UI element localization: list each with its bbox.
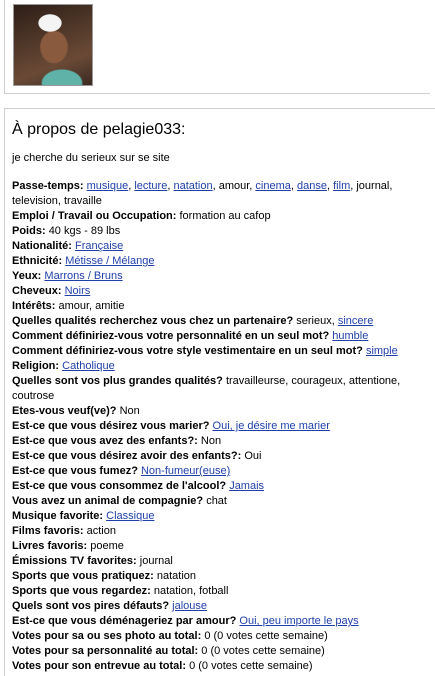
- field-value-text: ,: [128, 180, 135, 192]
- field-value-link[interactable]: Classique: [106, 510, 155, 522]
- profile-field-row: [12, 224, 435, 239]
- field-label: Vous avez un animal de compagnie?: [12, 495, 204, 507]
- field-value-link[interactable]: Non-fumeur(euse): [140, 465, 231, 477]
- field-value-text: Non: [200, 435, 222, 447]
- field-value-link[interactable]: Jamais: [229, 480, 265, 492]
- field-label: Emploi / Travail ou Occupation:: [12, 210, 177, 222]
- field-value-link[interactable]: jalouse: [172, 600, 208, 612]
- profile-field-row: [12, 209, 435, 224]
- field-value-text: 40 kgs - 89 lbs: [48, 225, 121, 237]
- profile-field-row: [12, 329, 435, 344]
- field-label: Est-ce que vous fumez?: [12, 465, 138, 477]
- profile-field-row: [12, 254, 435, 269]
- profile-field-row: [12, 419, 435, 434]
- field-label: Est-ce que vous avez des enfants?:: [12, 435, 198, 447]
- field-value-link[interactable]: simple: [365, 345, 398, 357]
- field-value-link[interactable]: sincere: [337, 315, 374, 327]
- field-value-text: Non: [119, 405, 140, 417]
- field-value-link[interactable]: danse: [297, 180, 327, 192]
- field-label: Films favoris:: [12, 525, 84, 537]
- profile-field-row: [12, 509, 435, 524]
- profile-photo[interactable]: [13, 4, 93, 86]
- field-value-text: 0 (0 votes cette semaine): [204, 630, 328, 642]
- field-value-text: poeme: [90, 540, 124, 552]
- field-value-link[interactable]: Métisse / Mélange: [65, 255, 155, 267]
- profile-field-row: [12, 464, 435, 479]
- field-label: Cheveux:: [12, 285, 62, 297]
- field-value-text: 0 (0 votes cette semaine): [189, 660, 313, 672]
- field-value-link[interactable]: musique: [86, 180, 129, 192]
- field-value-text: action: [86, 525, 116, 537]
- field-label: Nationalité:: [12, 240, 72, 252]
- field-value-text: serieux,: [296, 315, 338, 327]
- profile-field-row: [12, 449, 435, 464]
- profile-field-row: [12, 524, 435, 539]
- field-label: Émissions TV favorites:: [12, 555, 137, 567]
- profile-field-row: [12, 659, 435, 674]
- field-label: Etes-vous veuf(ve)?: [12, 405, 117, 417]
- field-value-text: chat: [206, 495, 227, 507]
- profile-field-row: [12, 299, 435, 314]
- field-value-link[interactable]: Oui, je désire me marier: [212, 420, 330, 432]
- field-label: Yeux:: [12, 270, 42, 282]
- field-value-link[interactable]: film: [333, 180, 351, 192]
- photo-panel: [4, 0, 430, 94]
- profile-field-row: [12, 614, 435, 629]
- profile-field-row: [12, 494, 435, 509]
- profile-fields: [12, 179, 435, 674]
- field-value-link[interactable]: Française: [74, 240, 124, 252]
- field-value-text: ,: [327, 180, 334, 192]
- field-value-link[interactable]: Oui, peu importe le pays: [239, 615, 359, 627]
- field-label: Livres favoris:: [12, 540, 88, 552]
- field-label: Ethnicité:: [12, 255, 63, 267]
- field-value-link[interactable]: Marrons / Bruns: [44, 270, 123, 282]
- field-value-text: ,: [167, 180, 174, 192]
- profile-field-row: [12, 374, 435, 404]
- field-label: Votes pour sa ou ses photo au total:: [12, 630, 202, 642]
- field-value-link[interactable]: Catholique: [62, 360, 115, 372]
- profile-panel: [4, 108, 435, 676]
- profile-field-row: [12, 599, 435, 614]
- field-value-link[interactable]: natation: [173, 180, 213, 192]
- field-label: Est-ce que vous déménageriez par amour?: [12, 615, 237, 627]
- field-value-text: , amour,: [212, 180, 256, 192]
- profile-field-row: [12, 629, 435, 644]
- field-label: Comment définiriez-vous votre personnalité en un seul mot?: [12, 330, 330, 342]
- profile-field-row: [12, 554, 435, 569]
- field-label: Passe-temps:: [12, 180, 84, 192]
- profile-field-row: [12, 434, 435, 449]
- field-label: Est-ce que vous désirez vous marier?: [12, 420, 210, 432]
- profile-field-row: [12, 644, 435, 659]
- field-label: Est-ce que vous consommez de l'alcool?: [12, 480, 227, 492]
- field-label: Votes pour son entrevue au total:: [12, 660, 186, 672]
- field-label: Quelles sont vos plus grandes qualités?: [12, 375, 223, 387]
- field-label: Poids:: [12, 225, 46, 237]
- profile-field-row: [12, 479, 435, 494]
- field-label: Est-ce que vous désirez avoir des enfants?:: [12, 450, 242, 462]
- field-value-text: , journal, television, travaille: [12, 180, 393, 207]
- field-value-text: journal: [139, 555, 173, 567]
- field-value-text: natation, fotball: [153, 585, 229, 597]
- field-value-link[interactable]: cinema: [255, 180, 291, 192]
- profile-field-row: [12, 344, 435, 359]
- profile-intro: je cherche du serieux sur se site: [12, 152, 170, 164]
- profile-field-row: [12, 269, 435, 284]
- profile-field-row: [12, 584, 435, 599]
- field-value-link[interactable]: Noirs: [64, 285, 91, 297]
- field-value-text: natation: [156, 570, 197, 582]
- field-value-text: amour, amitie: [58, 300, 125, 312]
- field-label: Quelles qualités recherchez vous chez un partenaire?: [12, 315, 294, 327]
- profile-field-row: [12, 314, 435, 329]
- profile-field-row: [12, 359, 435, 374]
- field-value-text: Oui: [244, 450, 262, 462]
- field-label: Votes pour sa personnalité au total:: [12, 645, 199, 657]
- profile-field-row: [12, 284, 435, 299]
- field-label: Sports que vous regardez:: [12, 585, 151, 597]
- field-label: Religion:: [12, 360, 60, 372]
- field-value-text: formation au cafop: [179, 210, 271, 222]
- profile-field-row: [12, 179, 435, 209]
- profile-field-row: [12, 569, 435, 584]
- field-value-text: ,: [290, 180, 298, 192]
- field-label: Quels sont vos pires défauts?: [12, 600, 170, 612]
- profile-title: À propos de pelagie033:: [12, 121, 186, 138]
- field-value-link[interactable]: lecture: [134, 180, 168, 192]
- field-label: Intérêts:: [12, 300, 56, 312]
- field-label: Sports que vous pratiquez:: [12, 570, 154, 582]
- field-value-text: travailleurse, courageux, attentione, coutrose: [12, 375, 401, 402]
- field-value-link[interactable]: humble: [332, 330, 369, 342]
- field-label: Musique favorite:: [12, 510, 104, 522]
- profile-field-row: [12, 239, 435, 254]
- field-label: Comment définiriez-vous votre style vestimentaire en un seul mot?: [12, 345, 363, 357]
- profile-field-row: [12, 539, 435, 554]
- field-value-text: 0 (0 votes cette semaine): [201, 645, 325, 657]
- profile-field-row: [12, 404, 435, 419]
